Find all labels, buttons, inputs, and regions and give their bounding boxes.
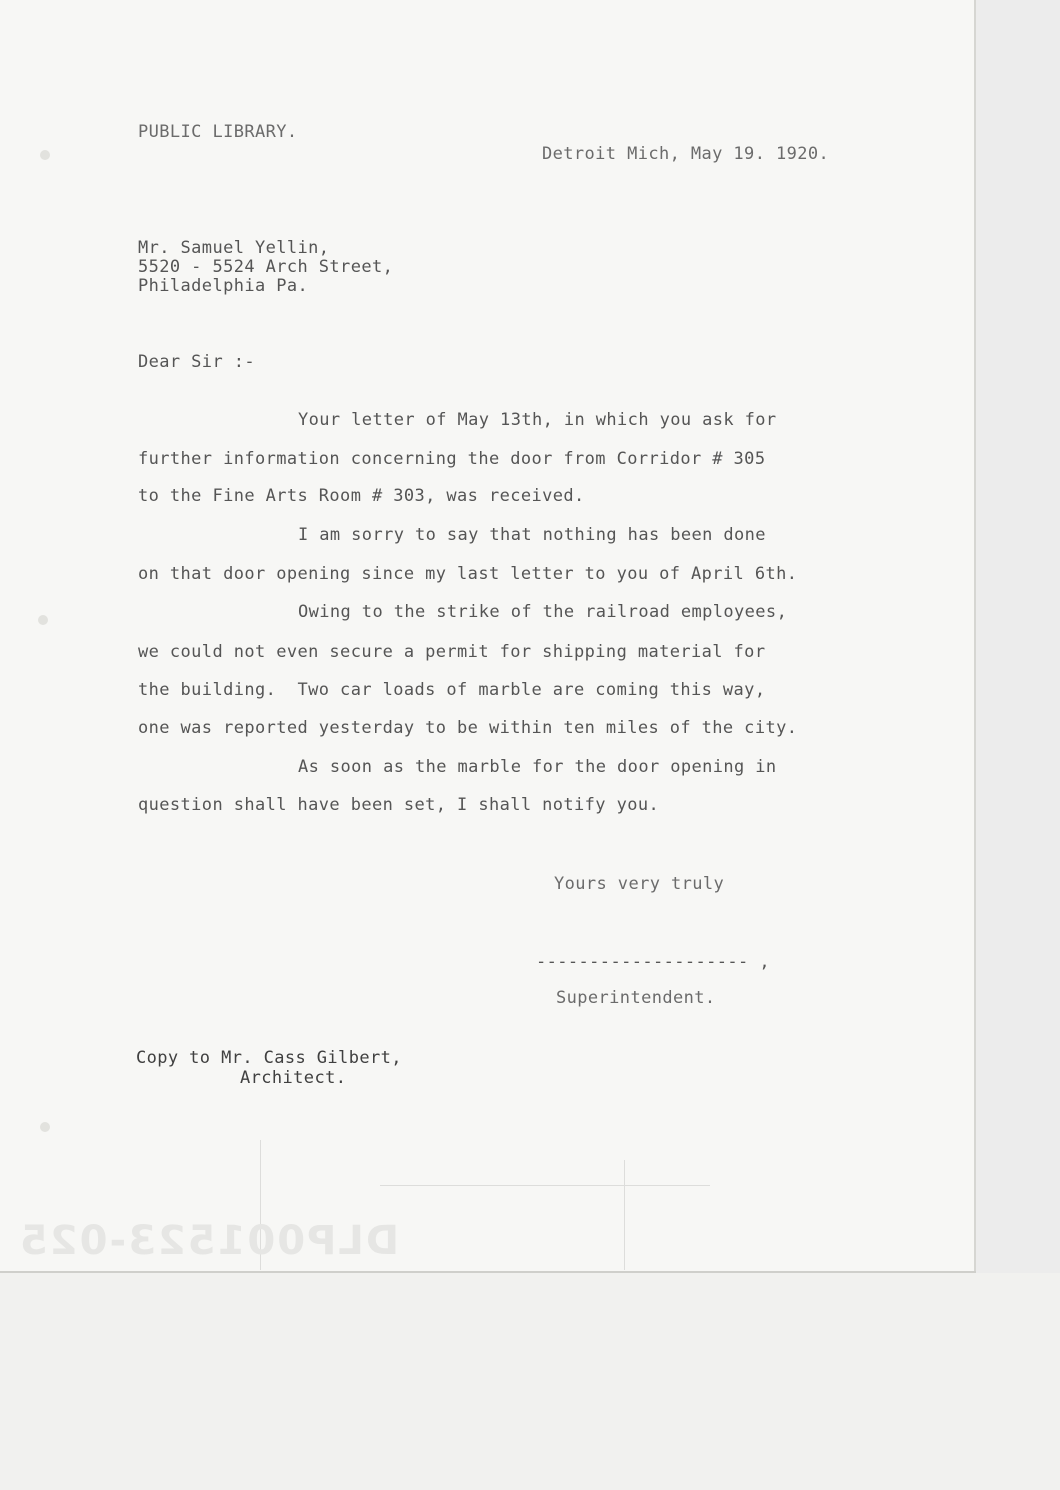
recipient-line-2: 5520 - 5524 Arch Street, — [138, 257, 394, 277]
letterhead: PUBLIC LIBRARY. — [138, 122, 298, 142]
signature-title: Superintendent. — [556, 988, 716, 1008]
body-line: Your letter of May 13th, in which you ask for — [298, 410, 777, 430]
body-line: the building. Two car loads of marble are coming this way, — [138, 680, 766, 700]
body-line: question shall have been set, I shall notify you. — [138, 795, 660, 815]
closing: Yours very truly — [554, 874, 725, 894]
archive-stamp: DLP001523-025 — [18, 1218, 400, 1264]
scanner-background — [976, 0, 1060, 1273]
body-line: As soon as the marble for the door opening in — [298, 757, 777, 777]
recipient-line-3: Philadelphia Pa. — [138, 276, 309, 296]
paper-edge — [974, 0, 976, 1272]
body-line: I am sorry to say that nothing has been done — [298, 525, 766, 545]
body-line: Owing to the strike of the railroad employees, — [298, 602, 788, 622]
paper-bottom-edge — [0, 1271, 976, 1273]
punch-hole-mark — [40, 1122, 50, 1132]
body-line: we could not even secure a permit for shipping material for — [138, 642, 766, 662]
body-line: further information concerning the door from Corridor # 305 — [138, 449, 766, 469]
paper-crease — [624, 1160, 625, 1270]
paper-crease — [380, 1185, 710, 1186]
body-line: one was reported yesterday to be within ten miles of the city. — [138, 718, 798, 738]
copy-to-line-2: Architect. — [240, 1068, 347, 1088]
recipient-line-1: Mr. Samuel Yellin, — [138, 238, 330, 258]
dateline: Detroit Mich, May 19. 1920. — [542, 144, 830, 164]
body-line: to the Fine Arts Room # 303, was received. — [138, 486, 585, 506]
signature-line: -------------------- , — [536, 952, 770, 972]
punch-hole-mark — [38, 615, 48, 625]
copy-to-line-1: Copy to Mr. Cass Gilbert, — [136, 1048, 402, 1068]
body-line: on that door opening since my last letter to you of April 6th. — [138, 564, 798, 584]
punch-hole-mark — [40, 150, 50, 160]
back-sheet — [0, 1273, 1060, 1490]
salutation: Dear Sir :- — [138, 352, 255, 372]
